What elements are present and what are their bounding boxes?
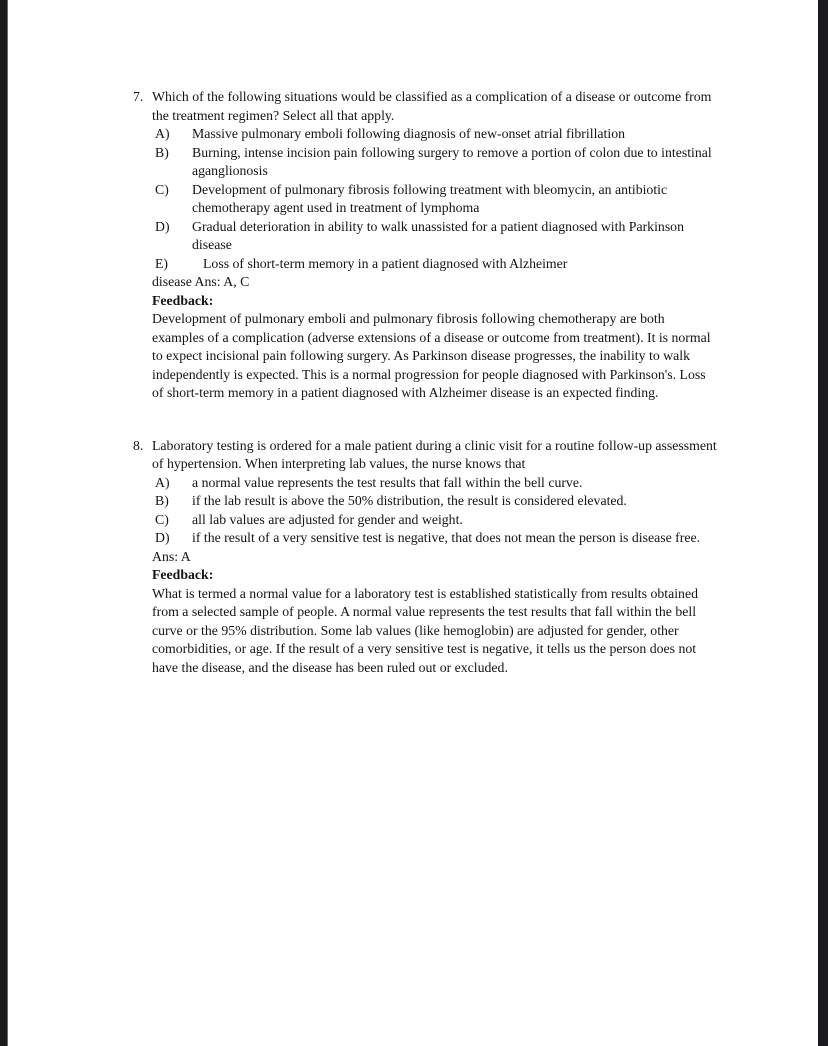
page-content — [133, 88, 719, 677]
question-8-options — [155, 474, 719, 548]
question-8-option-b — [155, 492, 719, 511]
question-7-option-b — [155, 144, 719, 181]
question-7-answer-line: disease Ans: A, C — [152, 274, 250, 289]
question-7-feedback-label: Feedback: — [152, 292, 214, 308]
option-text: Massive pulmonary emboli following diagnosis of new-onset atrial fibrillation — [192, 126, 625, 141]
option-letter: B) — [155, 493, 169, 508]
question-8-option-c — [155, 511, 719, 530]
option-letter: B) — [155, 144, 169, 160]
question-8-stem-row — [133, 437, 719, 474]
question-8-stem: Laboratory testing is ordered for a male patient during a clinic visit for a routine follow-up assessment of hypertension. When interpreting lab values, the nurse knows that — [152, 437, 717, 471]
question-8 — [133, 437, 719, 678]
question-8-answer-line: Ans: A — [152, 548, 191, 564]
option-text: Loss of short-term memory in a patient diagnosed with Alzheimer — [203, 255, 568, 271]
question-7-options — [155, 125, 719, 273]
viewer-left-edge — [0, 0, 8, 1046]
question-7-option-c — [155, 181, 719, 218]
question-7-number: 7. — [133, 89, 144, 104]
question-7-feedback-text: Development of pulmonary emboli and pulmonary fibrosis following chemotherapy are both examples of a complication (adverse extensions of a disease or outcome from treatment). It is normal to expect incisional pain following surgery. As Parkinson disease progresses, the inability to walk independently is expected. This is a normal progression for people diagnosed with Parkinson's. Loss of short-term memory in a patient diagnosed with Alzheimer disease is an expected finding. — [152, 311, 711, 400]
question-8-feedback-label: Feedback: — [152, 567, 214, 582]
option-letter: A) — [155, 474, 170, 490]
question-7-option-a — [155, 125, 719, 144]
option-text: all lab values are adjusted for gender and weight. — [192, 511, 463, 527]
option-letter: C) — [155, 181, 169, 197]
option-letter: D) — [155, 218, 170, 234]
option-text: Gradual deterioration in ability to walk unassisted for a patient diagnosed with Parkinson disease — [192, 218, 684, 252]
option-letter: D) — [155, 530, 170, 545]
question-8-option-a — [155, 474, 719, 493]
question-7-option-d — [155, 218, 719, 255]
question-8-option-d — [155, 529, 719, 548]
question-8-number: 8. — [133, 437, 144, 453]
option-letter: E) — [155, 255, 169, 271]
question-7 — [133, 88, 719, 403]
document-page — [8, 0, 818, 1046]
option-text: a normal value represents the test results that fall within the bell curve. — [192, 474, 583, 490]
option-text: if the lab result is above the 50% distribution, the result is considered elevated. — [192, 493, 627, 508]
question-7-stem: Which of the following situations would be classified as a complication of a disease or outcome from the treatment regimen? Select all that apply. — [152, 89, 712, 123]
option-letter: A) — [155, 126, 170, 141]
option-text: Development of pulmonary fibrosis following treatment with bleomycin, an antibiotic chemotherapy agent used in treatment of lymphoma — [192, 181, 668, 215]
question-8-feedback-text: What is termed a normal value for a laboratory test is established statistically from results obtained from a selected sample of people. A normal value represents the test results that fall within the bell curve or the 95% distribution. Some lab values (like hemoglobin) are adjusted for gender, other comorbidities, or age. If the result of a very sensitive test is negative, it tells us the person does not have the disease, and the disease has been ruled out or excluded. — [152, 585, 698, 675]
viewer-right-edge — [817, 0, 828, 1046]
question-7-option-e — [155, 255, 719, 274]
option-text: if the result of a very sensitive test is negative, that does not mean the person is disease free. — [192, 530, 701, 545]
question-7-stem-row — [133, 88, 719, 125]
option-letter: C) — [155, 511, 169, 527]
option-text: Burning, intense incision pain following surgery to remove a portion of colon due to intestinal aganglionosis — [192, 144, 712, 178]
